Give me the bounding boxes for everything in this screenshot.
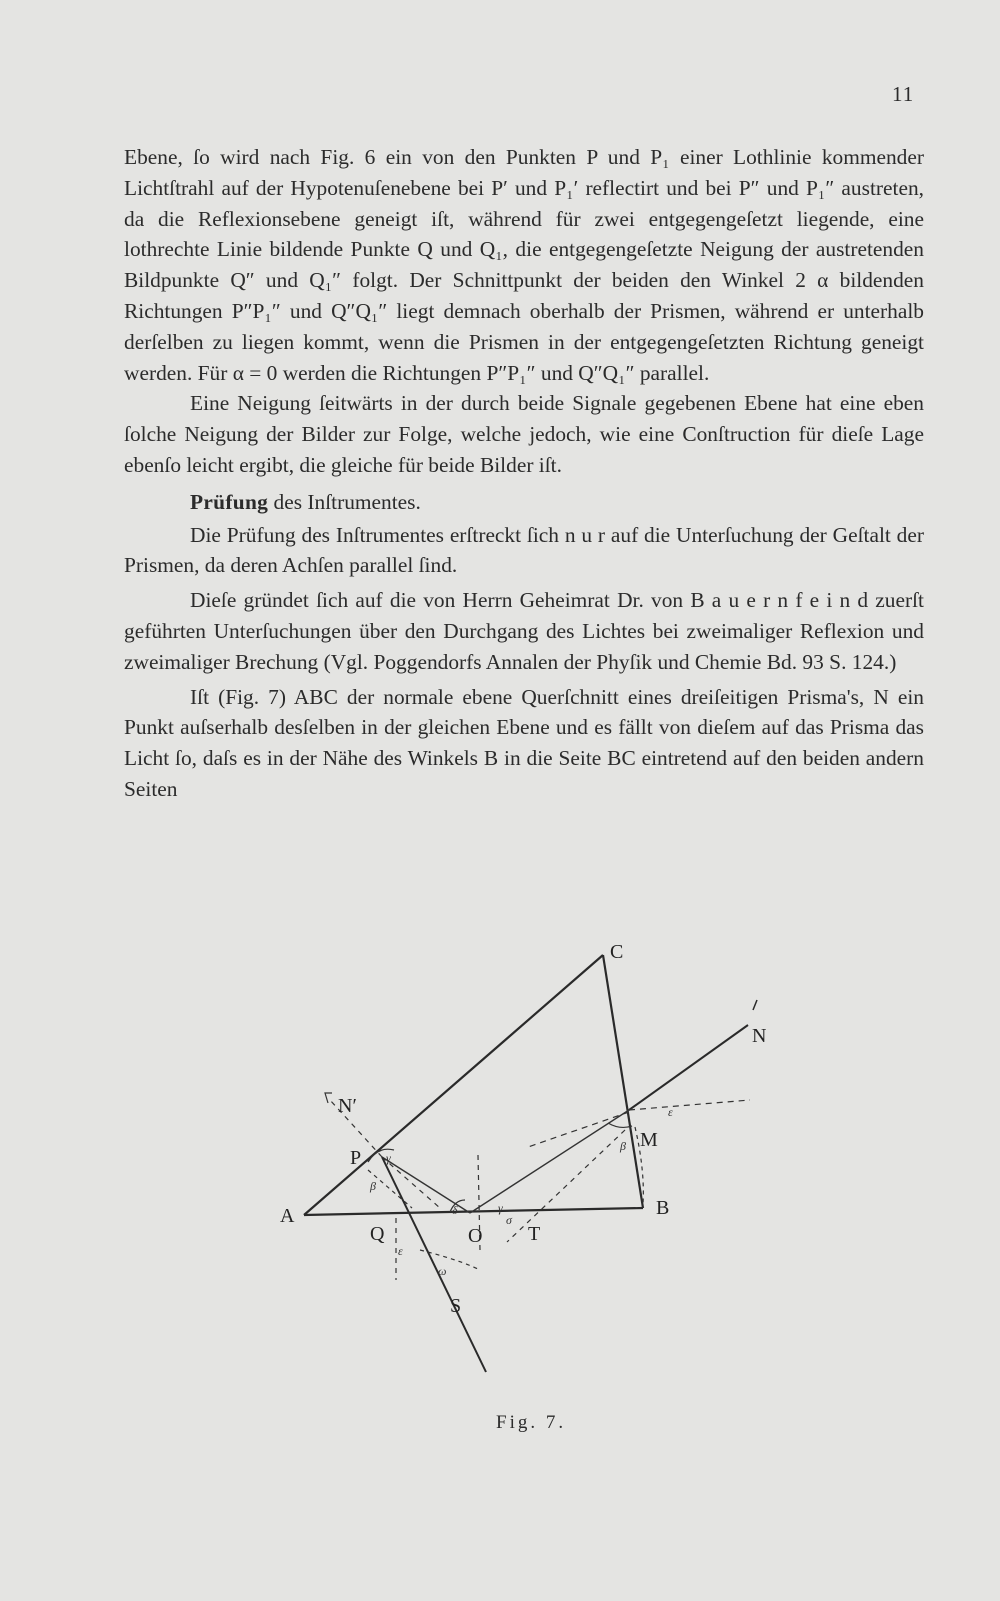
paragraph-4: Dieſe gründet ſich auf die von Herrn Geheimrat Dr. von B a u e r n f e i n d zuerſt geführten Unterſuchungen über den Durchgang des Lichtes bei zweimaliger Reflexion und zweimaliger Brechung (Vgl. Poggendorfs Annalen der Phyſik und Chemie Bd. 93 S. 124.)	[124, 588, 924, 674]
paragraph-5: Iſt (Fig. 7) ABC der normale ebene Querſchnitt eines dreiſeitigen Prisma's, N ein Punkt auſserhalb desſelben in der gleichen Ebene und es fällt von dieſem auf das Prisma das Licht ſo, daſs es in der Nähe des Winkels B in die Seite BC eintretend auf den beiden andern Seiten	[124, 684, 924, 801]
label-n: N	[752, 1025, 767, 1047]
incoming-ray	[629, 1025, 748, 1110]
paragraph-3: Die Prüfung des Inſtrumentes erſtreckt ſich n u r auf die Unterſuchung der Geſtalt der Prismen, da deren Achſen parallel ſind.	[124, 522, 924, 578]
heading-rest: des Inſtrumentes.	[268, 489, 421, 514]
heading-bold: Prüfung	[190, 489, 269, 514]
label-o: O	[468, 1225, 483, 1247]
m-dashed-left	[528, 1112, 629, 1147]
paragraph-2: Eine Neigung ſeitwärts in der durch beide Signale gegebenen Ebene hat eine eben ſolche Neigung der Bilder zur Folge, welche jedoch, wie eine Conſtruction für dieſe Lage ebenſo leicht ergibt, die gleiche für beide Bilder iſt.	[124, 391, 924, 477]
label-p: P	[350, 1147, 362, 1169]
side-ac	[304, 955, 603, 1215]
angle-epsilon-m: ε	[668, 1105, 673, 1119]
n-prime-tick	[325, 1093, 332, 1103]
side-bc	[603, 955, 643, 1208]
angle-delta-o: δ	[452, 1203, 458, 1217]
ray-m-o	[470, 1110, 629, 1213]
angle-omega: ω	[438, 1264, 447, 1278]
m-dashed-right	[629, 1100, 750, 1110]
figure-7	[270, 941, 830, 1410]
label-b: B	[656, 1197, 670, 1219]
angle-epsilon-q: ε	[398, 1244, 403, 1258]
label-c: C	[610, 941, 624, 963]
exit-ray	[382, 1157, 486, 1372]
m-to-t-dashed	[507, 1130, 625, 1242]
n-tick	[753, 1000, 757, 1010]
angle-sigma: σ	[506, 1213, 512, 1227]
section-heading	[124, 487, 924, 518]
page-number: 11	[892, 82, 915, 106]
figure-7-diagram	[270, 941, 830, 1410]
angle-beta-p: β	[370, 1179, 376, 1193]
body-text	[124, 142, 924, 805]
angle-gamma-p: γ	[386, 1151, 391, 1165]
label-s: S	[450, 1295, 462, 1317]
figure-caption: Fig. 7.	[496, 1412, 567, 1433]
angle-beta-m: β	[620, 1139, 626, 1153]
triangle-abc	[304, 955, 643, 1215]
label-t: T	[528, 1223, 541, 1245]
label-m: M	[640, 1129, 658, 1151]
paragraph-1: Ebene, ſo wird nach Fig. 6 ein von den Punkten P und P₁ einer Lothlinie kommender Lichtſtrahl auf der Hypotenuſenebene bei P′ und P₁′ reflectirt und bei P″ und P₁″ austreten, da die Reflexionsebene geneigt iſt, während für zwei entgegengeſetzt liegende, eine lothrechte Linie bildende Punkte Q und Q₁, die entgegengeſetzte Neigung der austretenden Bildpunkte Q″ und Q₁″ folgt. Der Schnittpunkt der beiden den Winkel 2 α bildenden Richtungen P″P₁″ und Q″Q₁″ liegt demnach oberhalb der Prismen, während er unterhalb derſelben zu liegen kommt, wenn die Prismen in der entgegengeſetzten Richtung geneigt werden. Für α = 0 werden die Richtungen P″P₁″ und Q″Q₁″ parallel.	[124, 145, 924, 385]
angle-gamma-o: γ	[498, 1201, 503, 1215]
label-a: A	[280, 1205, 295, 1227]
arc-m	[608, 1123, 632, 1127]
label-q: Q	[370, 1223, 385, 1245]
label-n-prime: N′	[338, 1095, 357, 1117]
